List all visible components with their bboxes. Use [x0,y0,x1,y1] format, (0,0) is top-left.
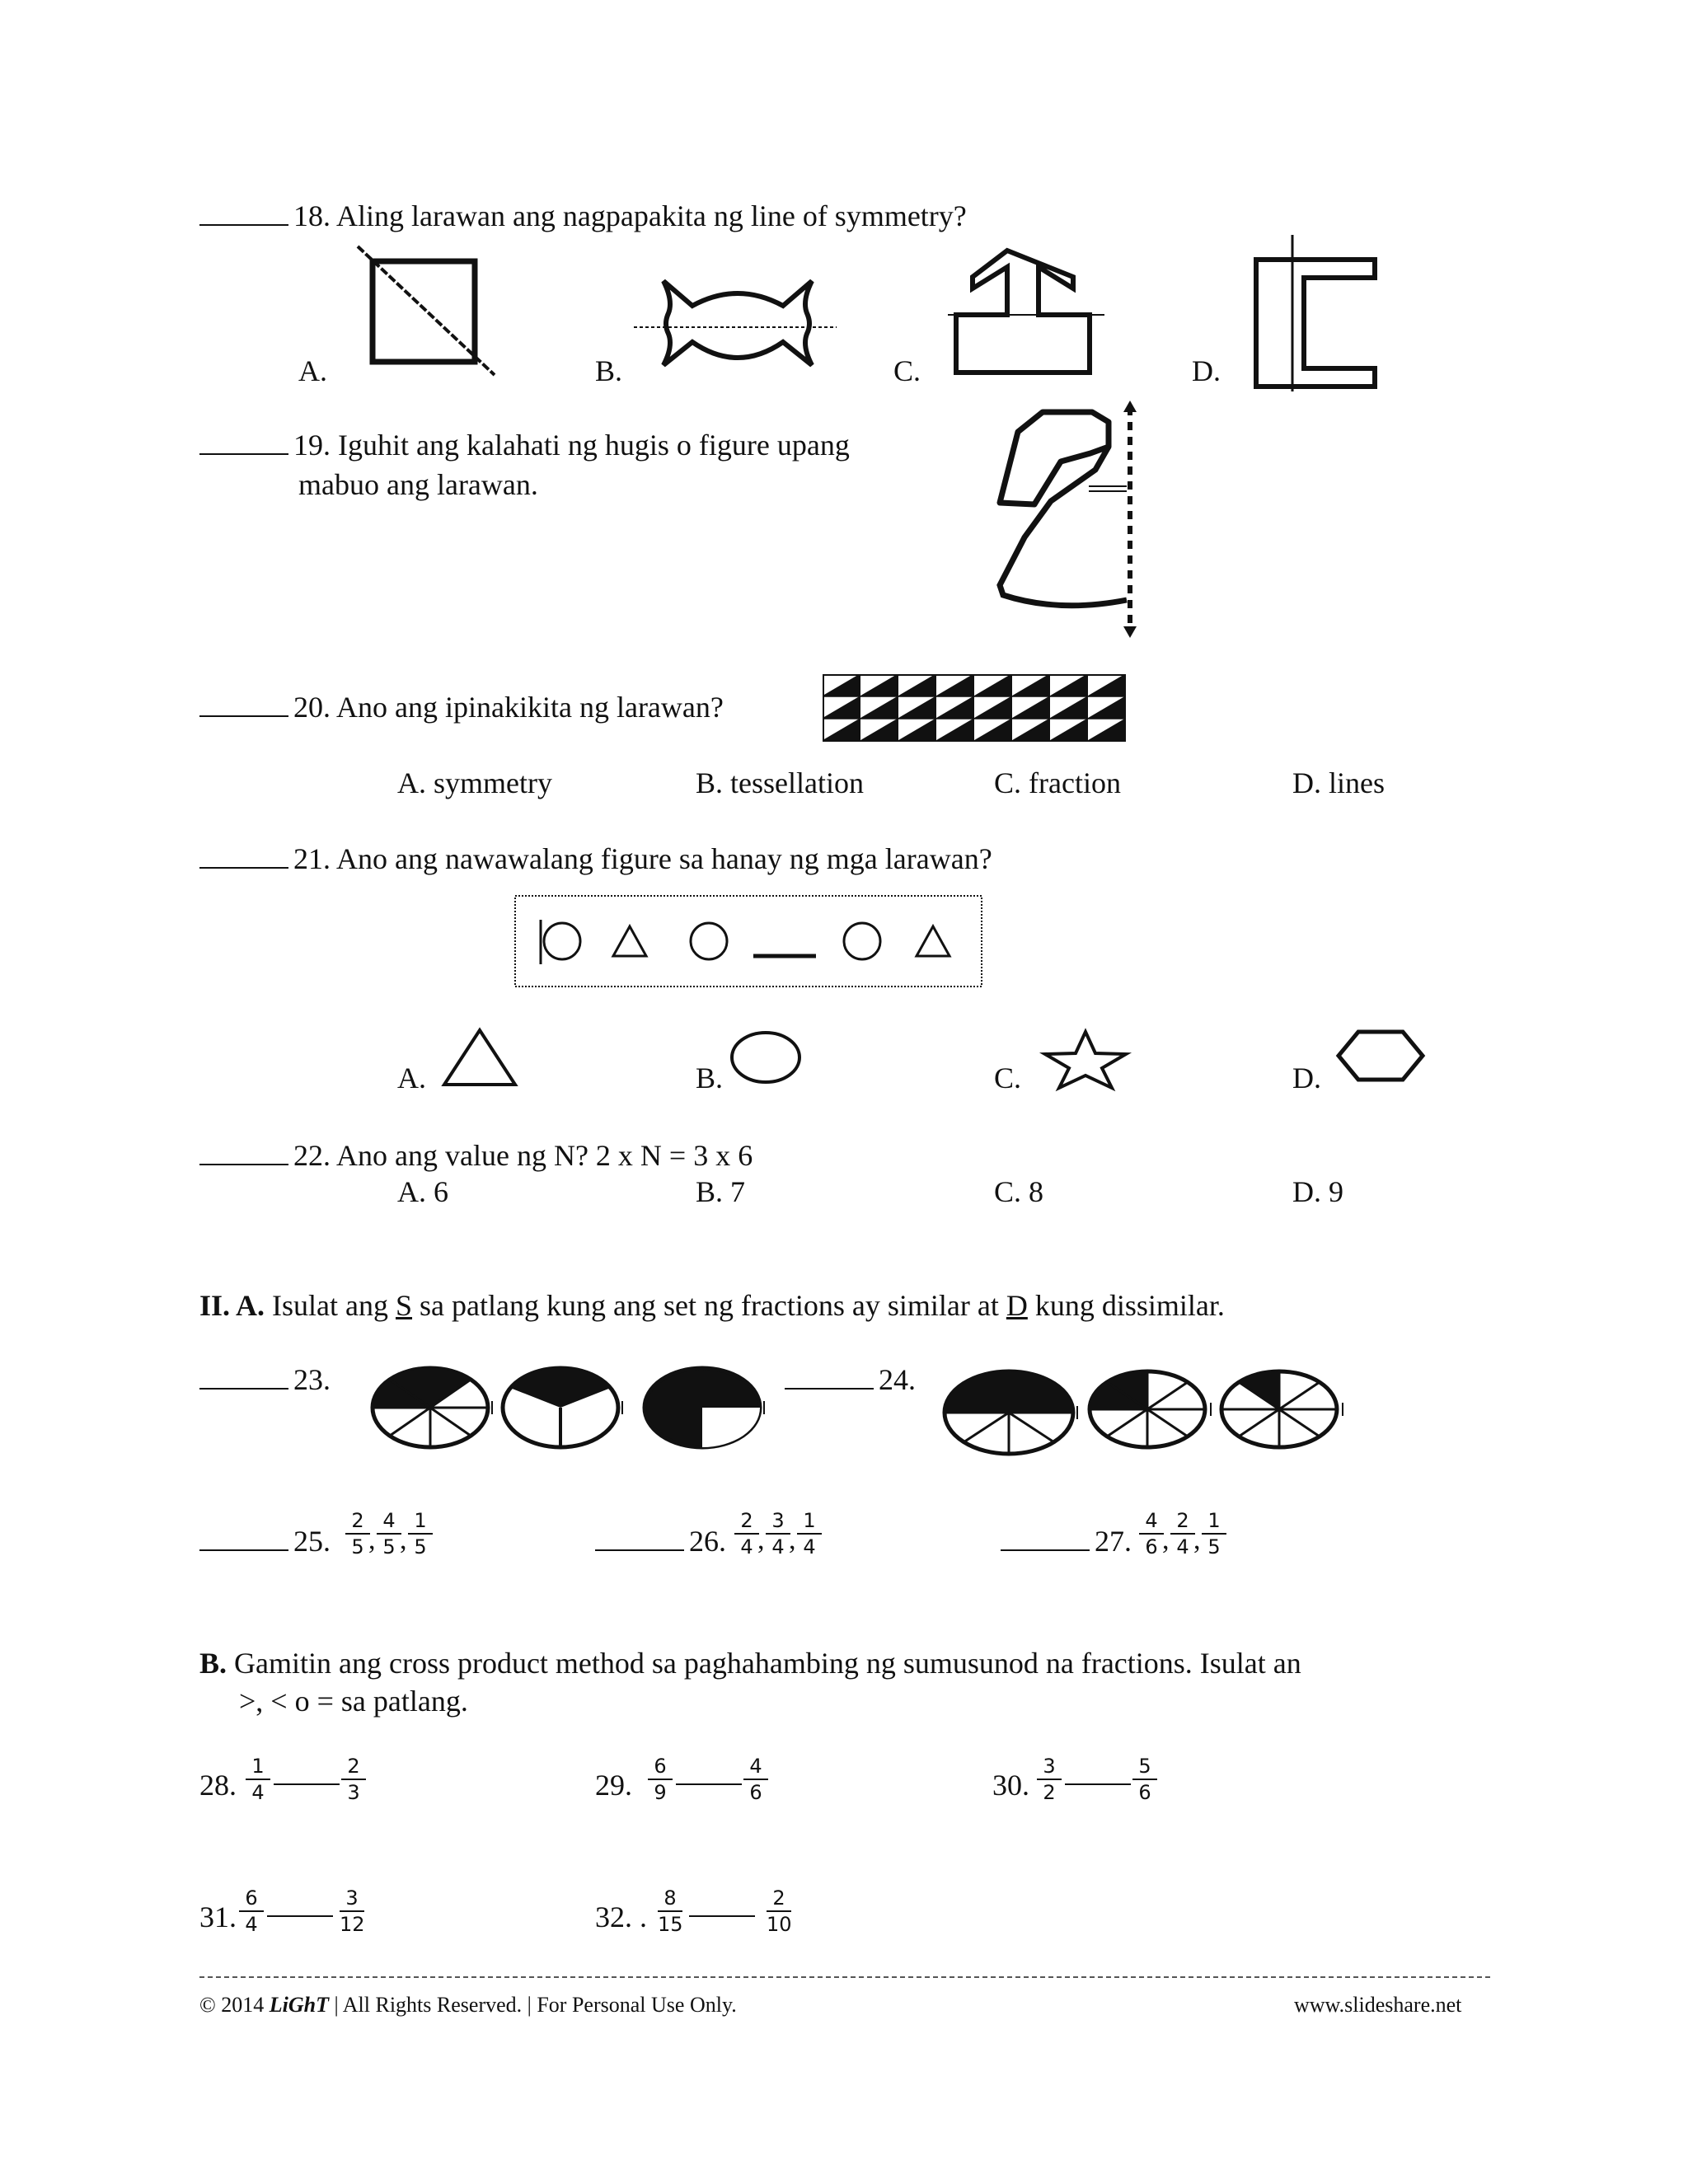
answer-blank[interactable] [1001,1525,1090,1551]
answer-blank[interactable] [199,842,288,869]
triangle-option [441,1027,519,1089]
comparison-blank[interactable] [267,1915,333,1917]
option-c: C. 8 [994,1175,1044,1208]
candy-figure [631,276,845,371]
fraction-right: $\frac{5}{6}$ [1132,1754,1157,1805]
question-25: 25. [199,1523,331,1559]
footer-copyright: © 2014 LiGhT | All Rights Reserved. | For Personal Use Only. [199,1993,737,2017]
fraction: $\frac{2}{4}$ [734,1508,759,1559]
fraction: $\frac{4}{6}$ [1139,1508,1164,1559]
question-31-number: 31. [199,1900,237,1933]
question-26: 26. [595,1523,726,1559]
answer-blank[interactable] [785,1363,874,1390]
arrow-house-figure [948,247,1113,379]
section-2a-instruction: II. A. Isulat ang S sa patlang kung ang set ng fractions ay similar at D kung dissimilar. [199,1289,1225,1322]
question-22: 22. Ano ang value ng N? 2 x N = 3 x 6 [199,1137,753,1174]
fraction-right: $\frac{2}{3}$ [341,1754,366,1805]
option-d: D. lines [1292,766,1385,799]
fraction-circle-quarter-eighths [1088,1368,1220,1451]
section-b-instruction: B. Gamitin ang cross product method sa paghahambing ng sumusunod na fractions. Isulat an [199,1647,1301,1680]
fraction-circle-half [943,1368,1083,1457]
question-18: 18. Aling larawan ang nagpapakita ng line of symmetry? [199,198,967,234]
option-a-label: A. [397,1062,426,1094]
fraction-circle-one-eighth [1220,1368,1352,1451]
section-b-instruction-line2: >, < o = sa patlang. [239,1685,468,1718]
option-a: A. 6 [397,1175,448,1208]
shape-sequence-box [514,895,982,987]
fraction-left: $\frac{3}{2}$ [1037,1754,1062,1805]
fraction-right: $\frac{3}{12}$ [340,1886,365,1936]
fraction-right: $\frac{2}{10}$ [767,1886,792,1936]
answer-blank[interactable] [595,1525,684,1551]
question-28-number: 28. [199,1769,237,1802]
fraction: $\frac{4}{5}$ [377,1508,401,1559]
option-a: A. symmetry [397,766,552,799]
fraction-left: $\frac{6}{4}$ [239,1886,264,1937]
question-29-number: 29. [595,1769,632,1802]
comparison-blank[interactable] [689,1915,755,1917]
fraction-circle-eighths [371,1365,495,1449]
question-21: 21. Ano ang nawawalang figure sa hanay ng mga larawan? [199,841,992,877]
answer-blank[interactable] [199,691,288,717]
option-a-label: A. [298,354,327,387]
tessellation-strip [823,674,1126,742]
fraction-left: $\frac{1}{4}$ [246,1754,270,1805]
fraction: $\frac{2}{4}$ [1170,1508,1195,1559]
question-32-number: 32. . [595,1900,647,1933]
hexagon-option [1335,1029,1426,1086]
answer-blank[interactable] [199,1525,288,1551]
option-c-label: C. [994,1062,1022,1094]
answer-blank[interactable] [199,1139,288,1165]
option-d: D. 9 [1292,1175,1343,1208]
fraction: $\frac{3}{4}$ [766,1508,790,1559]
oval-option [729,1030,803,1088]
question-23: 23. [199,1361,331,1398]
answer-blank[interactable] [199,1363,288,1390]
square-diagonal-figure [354,243,503,383]
comparison-blank[interactable] [1065,1783,1131,1785]
footer-divider [199,1976,1490,1978]
option-b: B. 7 [696,1175,746,1208]
option-d-label: D. [1192,354,1221,387]
footer-site: www.slideshare.net [1294,1993,1462,2017]
fraction: $\frac{1}{5}$ [408,1508,433,1559]
fraction: $\frac{1}{4}$ [797,1508,822,1559]
fraction-right: $\frac{4}{6}$ [743,1754,768,1805]
fraction-circle-quarters [643,1365,767,1449]
question-20: 20. Ano ang ipinakikita ng larawan? [199,689,724,725]
c-bracket-figure [1245,235,1393,391]
comparison-blank[interactable] [676,1783,742,1785]
question-27: 27. [1001,1523,1132,1559]
fraction-left: $\frac{8}{15}$ [658,1886,683,1936]
question-30-number: 30. [992,1769,1029,1802]
answer-blank[interactable] [199,429,288,455]
fraction: $\frac{1}{5}$ [1202,1508,1226,1559]
fraction: $\frac{2}{5}$ [345,1508,370,1559]
question-19-line2: mabuo ang larawan. [298,468,538,501]
fraction-circle-thirds [501,1365,625,1449]
question-24: 24. [785,1361,916,1398]
option-b-label: B. [595,354,623,387]
half-figure-drawing [985,401,1150,640]
comparison-blank[interactable] [274,1783,340,1785]
star-option [1040,1029,1131,1090]
option-d-label: D. [1292,1062,1321,1094]
fraction-left: $\frac{6}{9}$ [648,1754,673,1805]
question-19: 19. Iguhit ang kalahati ng hugis o figure upang [199,427,850,463]
option-c-label: C. [893,354,921,387]
option-b: B. tessellation [696,766,864,799]
option-c: C. fraction [994,766,1121,799]
option-b-label: B. [696,1062,724,1094]
answer-blank[interactable] [199,199,288,226]
